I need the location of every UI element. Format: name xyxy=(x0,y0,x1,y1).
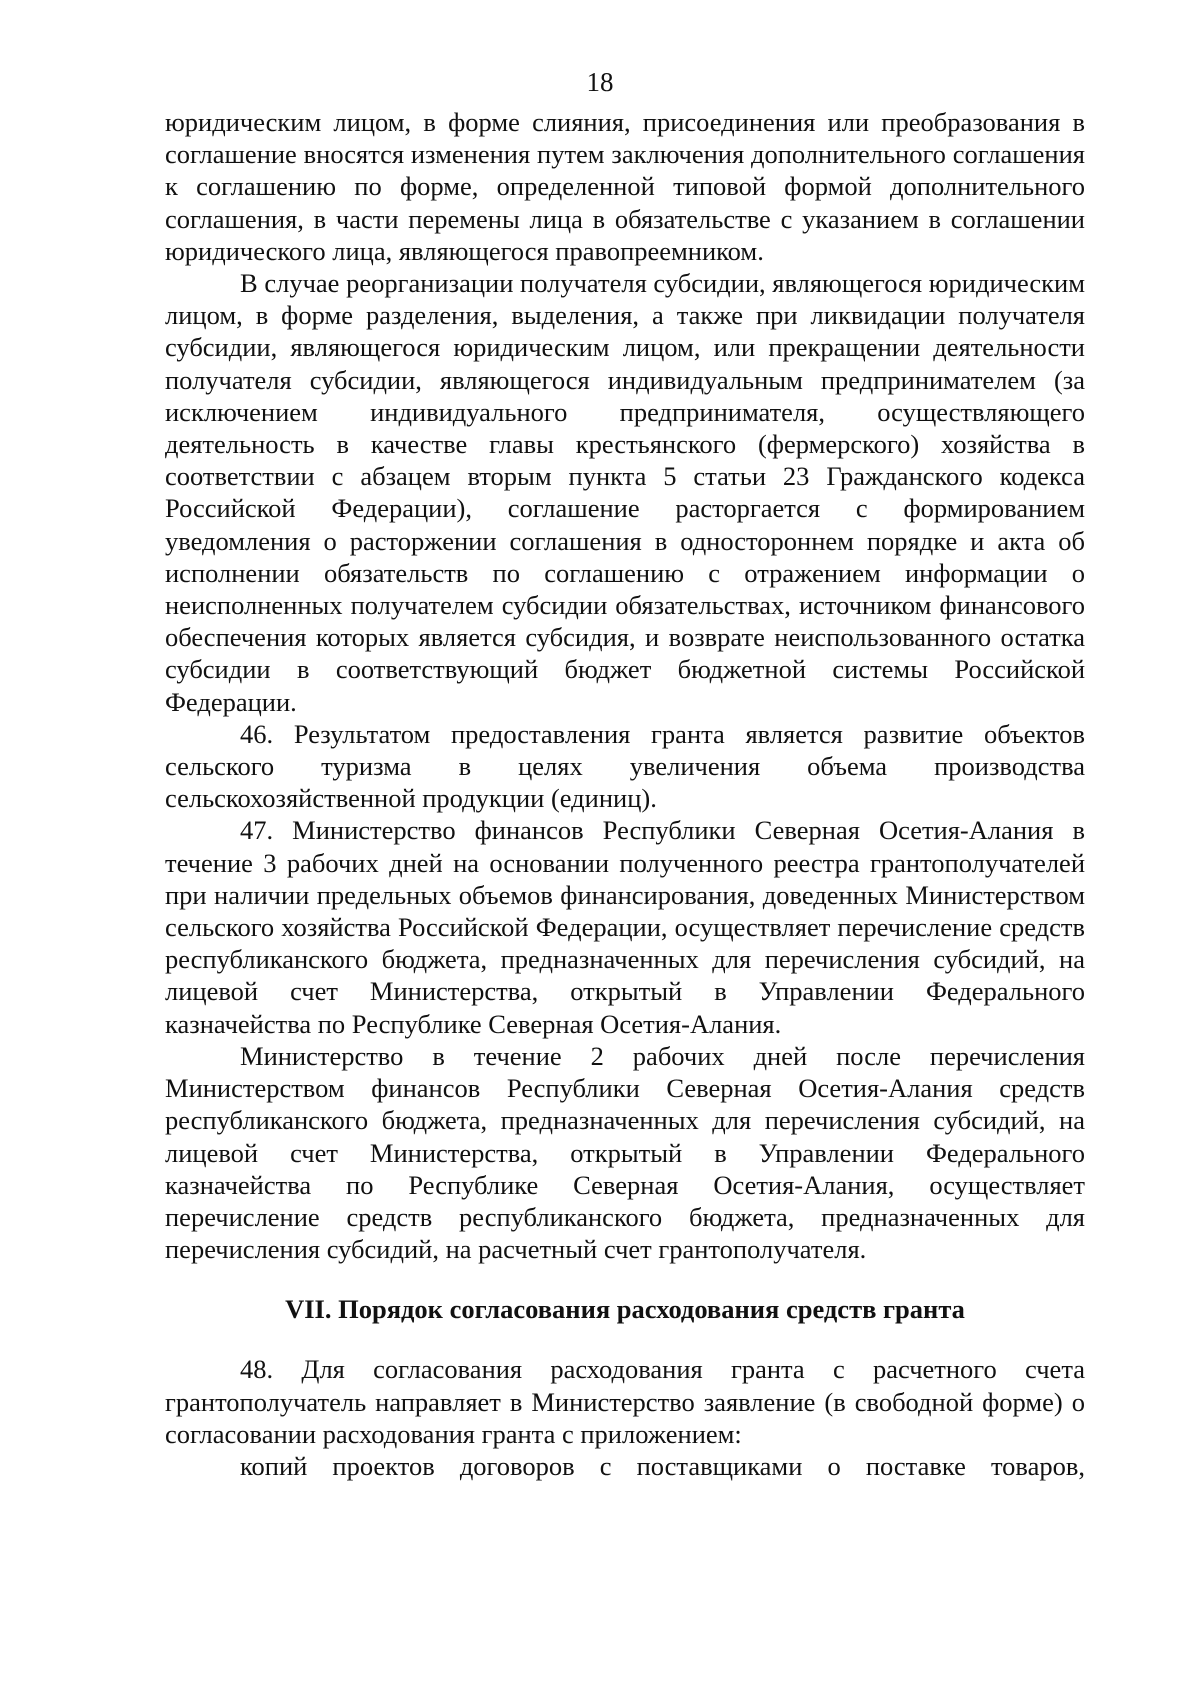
paragraph-continuation: юридическим лицом, в форме слияния, присоединения или преобразования в соглашение вносятся изменения путем заключения дополнительного соглашения к соглашению по форме, определенной типовой формой дополнительного соглашения, в части перемены лица в обязательстве с указанием в соглашении юридического лица, являющегося правопреемником. xyxy=(165,107,1085,266)
paragraph-48: 48. Для согласования расходования гранта с расчетного счета грантополучатель направляет в Министерство заявление (в свободной форме) о согласовании расходования гранта с приложением: xyxy=(165,1354,1085,1449)
paragraph-ministry-transfer: Министерство в течение 2 рабочих дней после перечисления Министерством финансов Республики Северная Осетия-Алания средств республиканского бюджета, предназначенных для перечисления субсидий, на лицевой счет Министерства, открытый в Управлении Федерального казначейства по Республике Северная Осетия-Алания, осуществляет перечисление средств республиканского бюджета, предназначенных для перечисления субсидий, на расчетный счет грантополучателя. xyxy=(165,1040,1085,1265)
paragraph-reorganization: В случае реорганизации получателя субсидии, являющегося юридическим лицом, в форме разделения, выделения, а также при ликвидации получателя субсидии, являющегося юридическим лицом, или прекращении деятельности получателя субсидии, являющегося индивидуальным предпринимателем (за исключением индивидуального предпринимателя, осуществляющего деятельность в качестве главы крестьянского (фермерского) хозяйства в соответствии с абзацем вторым пункта 5 статьи 23 Гражданского кодекса Российской Федерации), соглашение расторгается с формированием уведомления о расторжении соглашения в одностороннем порядке и акта об исполнении обязательств по соглашению с отражением информации о неисполненных получателем субсидии обязательствах, источником финансового обеспечения которых является субсидия, и возврате неиспользованного остатка субсидии в соответствующий бюджет бюджетной системы Российской Федерации. xyxy=(165,268,1085,717)
page-number: 18 xyxy=(586,67,614,97)
paragraph-46: 46. Результатом предоставления гранта является развитие объектов сельского туризма в целях увеличения объема производства сельскохозяйственной продукции (единиц). xyxy=(165,718,1085,814)
paragraph-47: 47. Министерство финансов Республики Северная Осетия-Алания в течение 3 рабочих дней на основании полученного реестра грантополучателей при наличии предельных объемов финансирования, доведенных Министерством сельского хозяйства Российской Федерации, осуществляет перечисление средств республиканского бюджета, предназначенных для перечисления субсидий, на лицевой счет Министерства, открытый в Управлении Федерального казначейства по Республике Северная Осетия-Алания. xyxy=(165,815,1085,1039)
paragraph-contracts-list: копий проектов договоров с поставщиками о поставке товаров, xyxy=(240,1450,1085,1481)
document-body xyxy=(165,106,1085,1482)
section-heading: VII. Порядок согласования расходования средств гранта xyxy=(285,1294,965,1325)
